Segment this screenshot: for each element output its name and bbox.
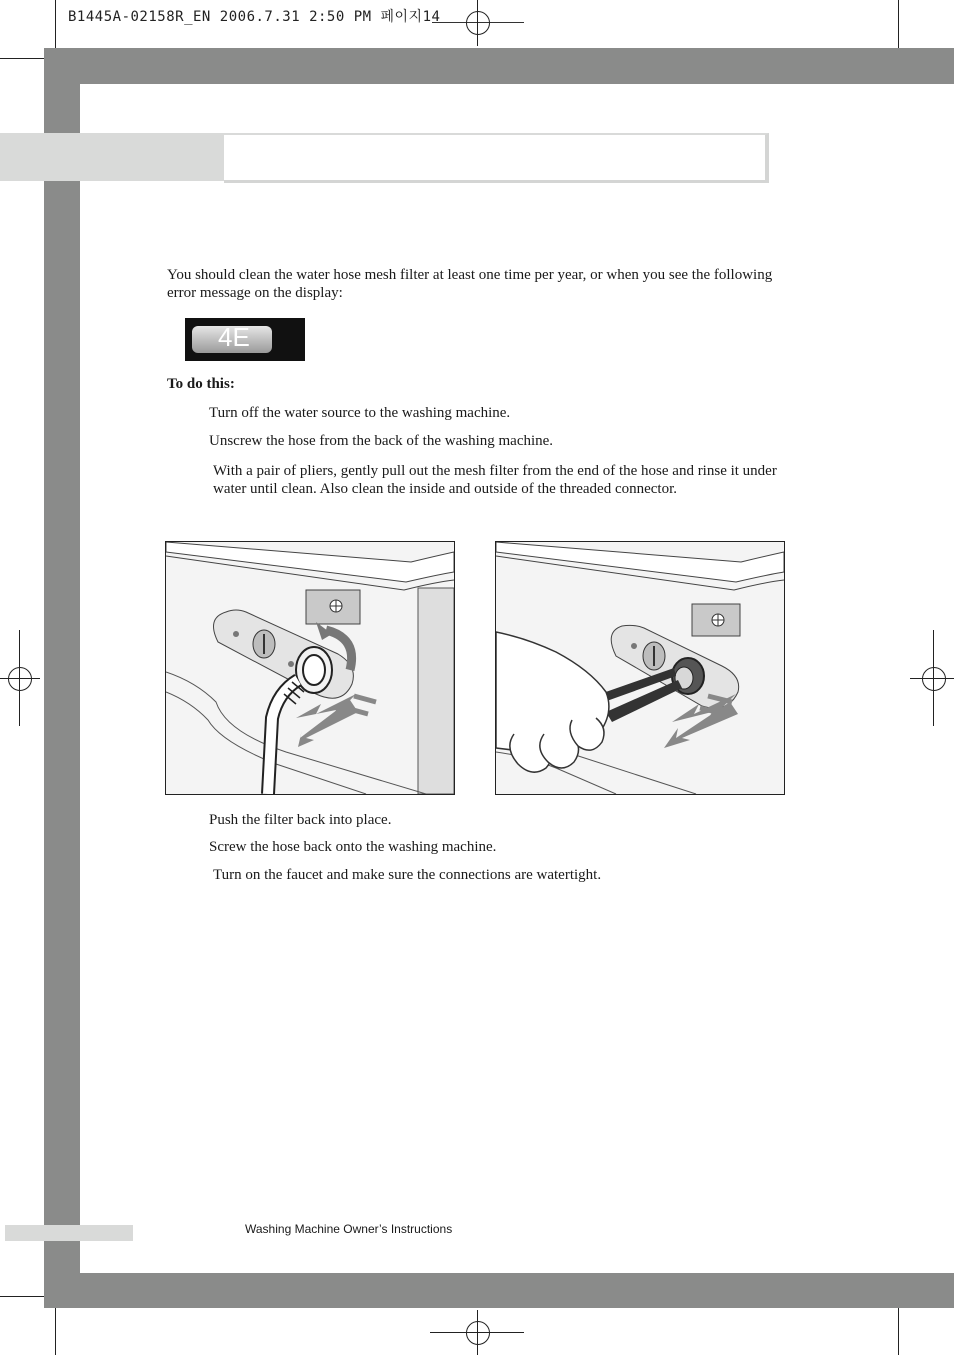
crop-mark (0, 1296, 44, 1297)
hose-illustration (166, 542, 454, 794)
section-tab (0, 133, 224, 181)
page-frame-bottom (44, 1273, 954, 1308)
footer-tab (5, 1225, 133, 1241)
pliers-illustration (496, 542, 784, 794)
section-title-box (224, 133, 769, 183)
figure-unscrew-hose (165, 541, 455, 795)
registration-mark-icon (466, 11, 490, 35)
print-header: B1445A-02158R_EN 2006.7.31 2:50 PM 페이지14 (68, 9, 441, 25)
footer-text: Washing Machine Owner’s Instructions (245, 1222, 453, 1236)
crop-mark (898, 0, 899, 48)
step-2: Unscrew the hose from the back of the washing machine. (209, 433, 554, 449)
registration-mark-icon (922, 667, 946, 691)
step-6: Turn on the faucet and make sure the connections are watertight. (213, 867, 602, 883)
page-frame-top (44, 48, 954, 84)
step-1: Turn off the water source to the washing machine. (209, 405, 511, 421)
figure-pull-filter (495, 541, 785, 795)
registration-line (477, 0, 478, 46)
page-frame-left (44, 84, 80, 1308)
step-5: Screw the hose back onto the washing machine. (209, 839, 497, 855)
registration-line (0, 678, 40, 679)
crop-mark (55, 0, 56, 48)
error-code: 4E (218, 322, 250, 352)
crop-mark (0, 58, 44, 59)
registration-line (430, 1332, 524, 1333)
crop-mark (898, 1308, 899, 1355)
intro-paragraph: You should clean the water hose mesh filter at least one time per year, or when you see the following error message on the display: (167, 267, 773, 301)
step-4: Push the filter back into place. (209, 812, 392, 828)
crop-mark (55, 1308, 56, 1355)
step-3: With a pair of pliers, gently pull out the mesh filter from the end of the hose and rinse it under water until clean. Also clean the inside and outside of the threaded connector. (213, 463, 777, 497)
todo-heading: To do this: (167, 376, 235, 392)
registration-mark-icon (466, 1321, 490, 1345)
error-display (185, 318, 305, 361)
registration-line (910, 678, 954, 679)
registration-mark-icon (8, 667, 32, 691)
